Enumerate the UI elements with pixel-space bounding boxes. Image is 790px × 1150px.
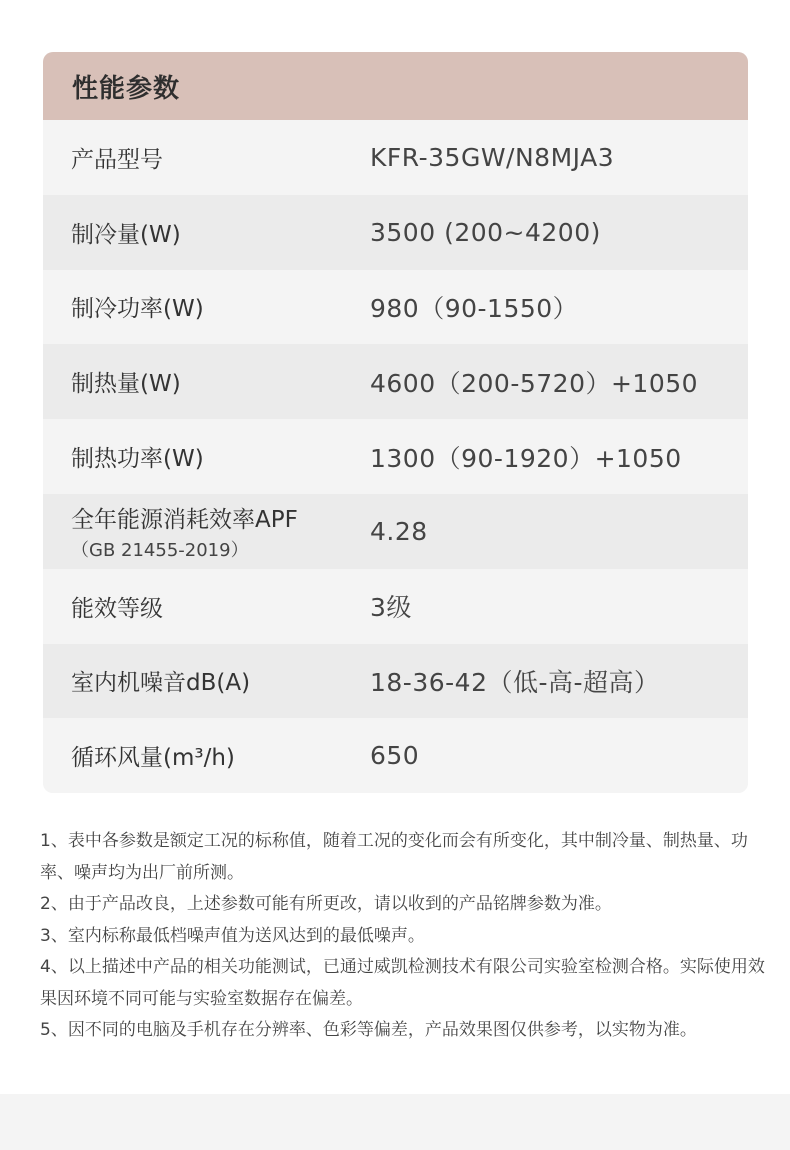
spec-value: 18-36-42（低-高-超高） <box>370 667 660 697</box>
spec-row-heating-power <box>43 419 748 494</box>
spec-label-sub: （GB 21455-2019） <box>71 539 249 561</box>
spec-row-efficiency-grade <box>43 569 748 644</box>
spec-label <box>71 501 298 562</box>
spec-row-cooling-capacity <box>43 195 748 270</box>
spec-value: 4600（200-5720）+1050 <box>370 368 699 398</box>
footnote-item: 4、以上描述中产品的相关功能测试，已通过威凯检测技术有限公司实验室检测合格。实际使用效果因环境不同可能与实验室数据存在偏差。 <box>40 957 765 1009</box>
footnote-item: 5、因不同的电脑及手机存在分辨率、色彩等偏差，产品效果图仅供参考，以实物为准。 <box>40 1020 697 1040</box>
spec-table <box>43 52 748 793</box>
spec-table-title: 性能参数 <box>72 73 181 104</box>
spec-label: 产品型号 <box>71 146 163 173</box>
spec-label: 能效等级 <box>71 595 163 622</box>
spec-row-heating-capacity <box>43 344 748 419</box>
spec-value: 3级 <box>370 593 412 623</box>
footnotes <box>40 826 770 1047</box>
spec-row-airflow <box>43 718 748 793</box>
spec-table-header <box>43 52 748 120</box>
spec-label: 制热功率(W) <box>71 446 204 473</box>
spec-value: 4.28 <box>370 516 428 546</box>
spec-label: 制热量(W) <box>71 371 181 398</box>
spec-label: 制冷量(W) <box>71 221 181 248</box>
spec-label: 循环风量(m³/h) <box>71 745 235 772</box>
spec-row-indoor-noise <box>43 644 748 719</box>
bottom-band <box>0 1094 790 1150</box>
spec-row-apf <box>43 494 748 569</box>
spec-value: 980（90-1550） <box>370 293 579 323</box>
spec-label-main: 全年能源消耗效率APF <box>71 506 298 533</box>
spec-row-model <box>43 120 748 195</box>
spec-value: 650 <box>370 741 420 771</box>
footnote-item: 1、表中各参数是额定工况的标称值，随着工况的变化而会有所变化，其中制冷量、制热量、功率、噪声均为出厂前所测。 <box>40 831 748 883</box>
spec-value: 3500 (200~4200) <box>370 217 601 247</box>
spec-value: KFR-35GW/N8MJA3 <box>370 142 615 172</box>
footnote-item: 3、室内标称最低档噪声值为送风达到的最低噪声。 <box>40 925 425 946</box>
spec-label: 室内机噪音dB(A) <box>71 670 251 697</box>
footnote-item: 2、由于产品改良，上述参数可能有所更改，请以收到的产品铭牌参数为准。 <box>40 894 612 914</box>
spec-value: 1300（90-1920）+1050 <box>370 443 682 473</box>
spec-label: 制冷功率(W) <box>71 296 204 323</box>
spec-row-cooling-power <box>43 270 748 345</box>
